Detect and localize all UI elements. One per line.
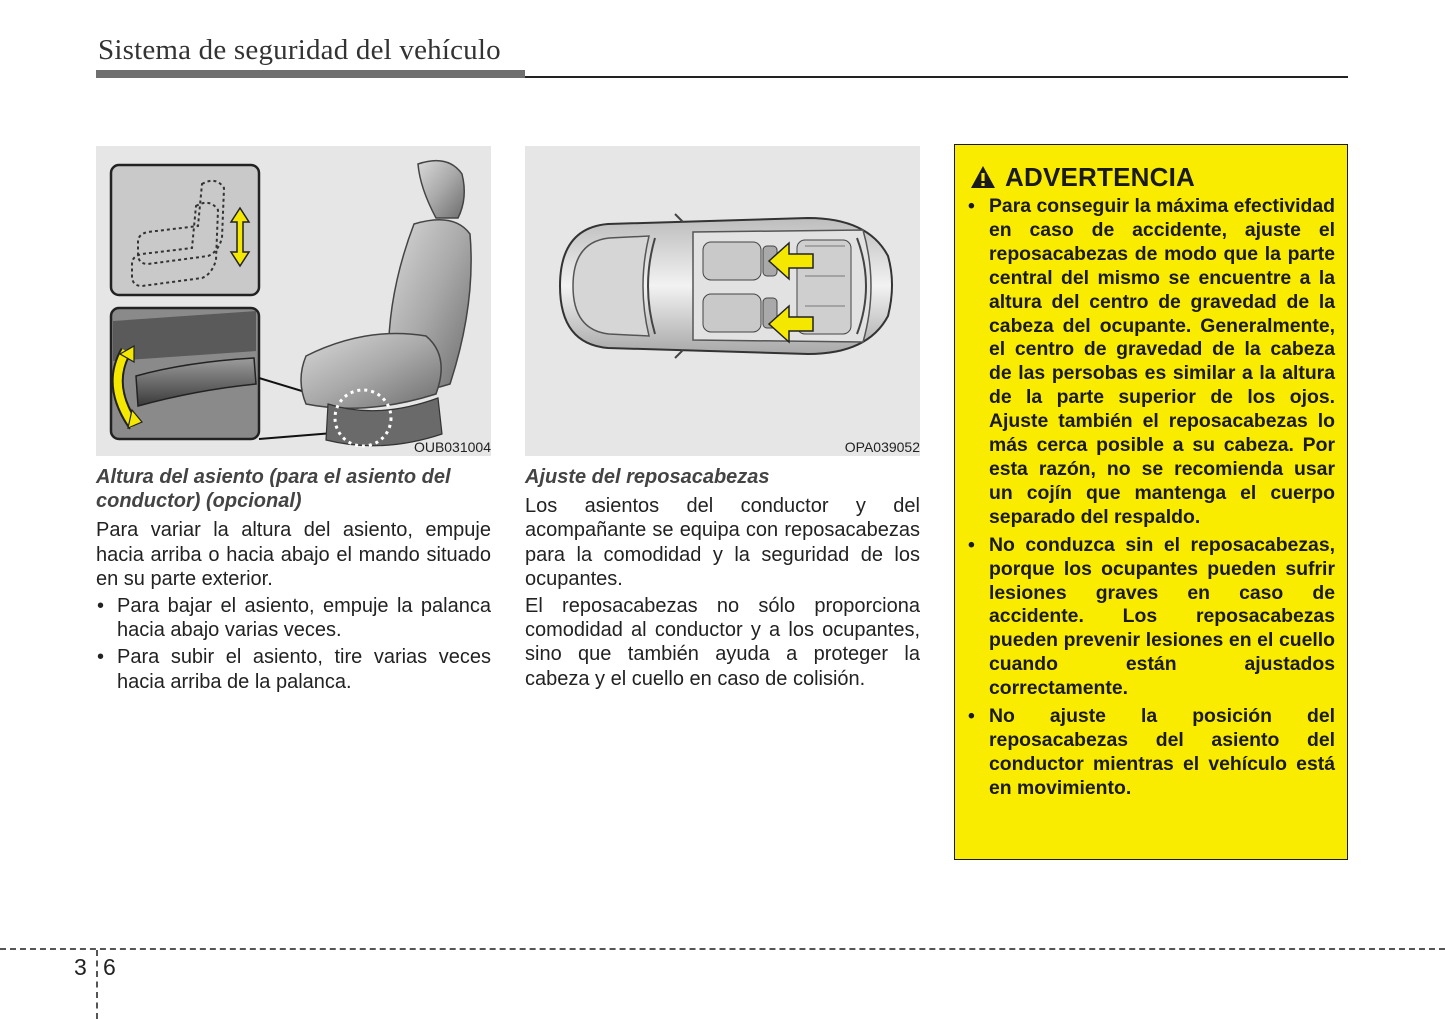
seat-height-bullet-list <box>96 594 491 694</box>
figure-code-opa039052: OPA039052 <box>844 439 920 455</box>
page-number: 6 <box>103 954 116 980</box>
list-item: • Para conseguir la máxima efectividad en caso de accidente, ajuste el reposacabezas de modo que la parte central del mismo se encuentre a la altura del centro de gravedad de la cabeza del ocupante. Generalmente, el centro de gravedad de la cabeza de las persobas es similar a la altura de la parte superior de los ojos. Ajuste también el reposacabezas lo más cerca posible a su cabeza. Por esta razón, no se recomienda usar un cojín que mantenga el cuerpo separado del respaldo. <box>967 195 1335 530</box>
list-item: • No ajuste la posición del reposacabezas del asiento del conductor mientras el vehículo está en movimiento. <box>967 705 1335 801</box>
seat-height-figure <box>96 146 491 456</box>
left-column-text <box>96 465 491 694</box>
list-item: • Para subir el asiento, tire varias veces hacia arriba de la palanca. <box>96 645 491 693</box>
list-item: • No conduzca sin el reposacabezas, porque los ocupantes pueden sufrir lesiones graves en caso de accidente. Los reposacabezas pueden prevenir lesiones en el cuello cuando están ajustados correctamente. <box>967 534 1335 701</box>
warning-title: ADVERTENCIA <box>1005 161 1195 192</box>
list-item: • Para bajar el asiento, empuje la palanca hacia abajo varias veces. <box>96 594 491 642</box>
page-header-title: Sistema de seguridad del vehículo <box>98 34 501 66</box>
footer-dashed-rule <box>0 948 1445 950</box>
header-accent-bar <box>96 70 525 78</box>
figure-code-oub031004: OUB031004 <box>413 439 491 455</box>
headrest-paragraph-1: Los asientos del conductor y del acompañante se equipa con reposacabezas para la comodidad y la seguridad de los ocupantes. <box>525 495 920 590</box>
warning-list <box>967 195 1335 805</box>
headrest-figure <box>525 146 920 456</box>
warning-box <box>954 144 1348 860</box>
footer-dashed-divider <box>96 950 98 1019</box>
warning-triangle-icon <box>969 164 997 190</box>
headrest-subheading: Ajuste del reposacabezas <box>525 466 770 488</box>
middle-column-text <box>525 465 920 691</box>
seat-height-subheading: Altura del asiento (para el asiento del conductor) (opcional) <box>96 466 451 513</box>
warning-header <box>969 161 1195 193</box>
seat-height-illustration <box>96 146 491 456</box>
headrest-paragraph-2: El reposacabezas no sólo proporciona comodidad al conductor y a los ocupantes, sino que también ayuda a proteger la cabeza y el cuello en caso de colisión. <box>525 595 920 690</box>
car-top-view-illustration <box>525 146 920 456</box>
page-section-number: 3 <box>74 954 87 980</box>
header-rule <box>525 76 1348 78</box>
seat-height-paragraph: Para variar la altura del asiento, empuje hacia arriba o hacia abajo el mando situado en su parte exterior. <box>96 519 491 590</box>
